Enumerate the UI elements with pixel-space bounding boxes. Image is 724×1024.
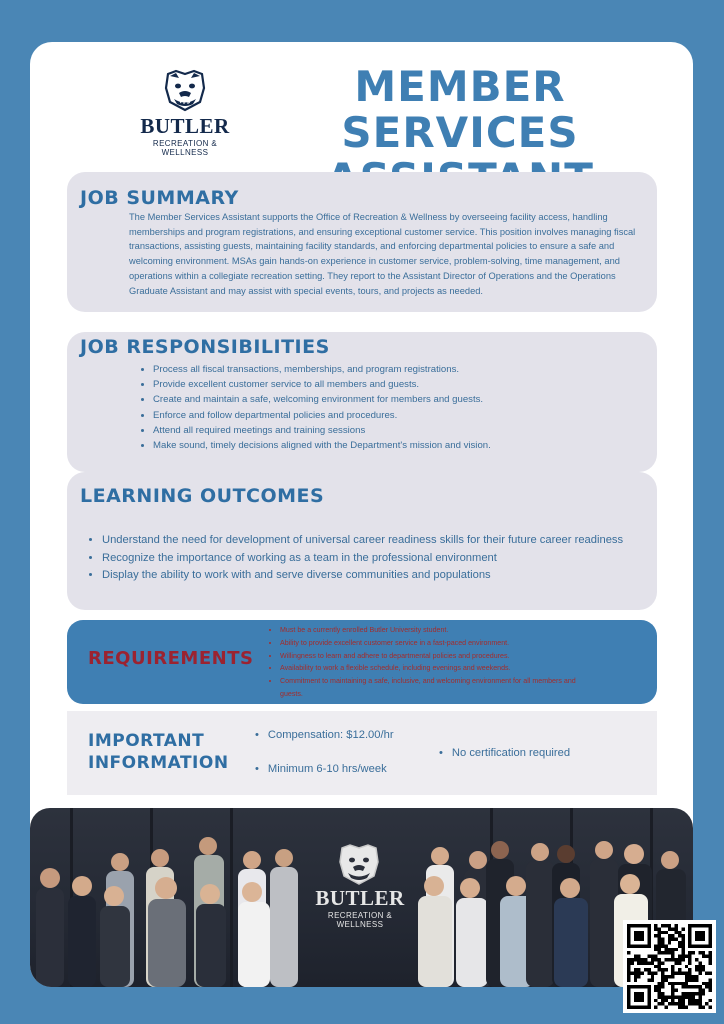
learning-outcomes-list bbox=[102, 532, 657, 585]
list-item: • Provide excellent customer service to all members and guests. bbox=[153, 377, 533, 392]
flyer-card bbox=[30, 42, 693, 987]
job-summary-text: The Member Services Assistant supports the Office of Recreation & Wellness by overseeing facility access, handling memberships and program registrations, and ensuring exceptional customer service. This position involves managing fiscal transactions, assisting guests, maintaining facility standards, and enforcing departmental policies to ensure a safe and welcoming environment. MSAs gain hands-on experience in customer service, problem-solving, time management, and operations within a collegiate recreation setting. They report to the Assistant Director of Operations and the Operations Graduate Assistant and may assist with special events, tours, and projects as needed. bbox=[129, 212, 636, 296]
important-information-section bbox=[67, 711, 657, 795]
list-item: • Understand the need for development of universal career readiness skills for their future career readiness bbox=[102, 532, 657, 550]
heading-line-1: IMPORTANT bbox=[88, 731, 205, 751]
job-summary-heading: JOB SUMMARY bbox=[80, 187, 239, 209]
banner-logo bbox=[300, 886, 420, 929]
important-information-heading bbox=[88, 730, 228, 774]
requirements-heading: REQUIREMENTS bbox=[88, 648, 254, 669]
qr-code-pattern bbox=[627, 924, 712, 1009]
list-item: • Commitment to maintaining a safe, inclusive, and welcoming environment for all members and guests. bbox=[280, 675, 580, 701]
list-item: • Willingness to learn and adhere to departmental policies and procedures. bbox=[280, 650, 580, 663]
list-item: • Attend all required meetings and training sessions bbox=[153, 423, 533, 438]
list-item: • Ability to provide excellent customer service in a fast-paced environment. bbox=[280, 637, 580, 650]
banner-subtitle-1: RECREATION & bbox=[327, 911, 393, 920]
hours-info: • Minimum 6-10 hrs/week bbox=[255, 763, 387, 775]
qr-code-icon[interactable] bbox=[623, 920, 716, 1013]
team-photo bbox=[30, 808, 693, 987]
job-summary-section bbox=[67, 172, 657, 312]
list-item: • Display the ability to work with and serve diverse communities and populations bbox=[102, 567, 657, 585]
requirements-section bbox=[67, 620, 657, 704]
butler-logo bbox=[130, 68, 240, 157]
logo-subtitle-2: WELLNESS bbox=[161, 148, 209, 157]
learning-outcomes-heading: LEARNING OUTCOMES bbox=[80, 485, 325, 507]
list-item: • Availability to work a flexible schedule, including evenings and weekends. bbox=[280, 662, 580, 675]
title-line-1: MEMBER SERVICES bbox=[341, 62, 579, 157]
heading-line-2: INFORMATION bbox=[88, 753, 229, 773]
requirements-list bbox=[280, 624, 580, 701]
logo-wordmark: BUTLER bbox=[140, 114, 230, 138]
logo-subtitle-1: RECREATION & bbox=[152, 139, 218, 148]
compensation-info: • Compensation: $12.00/hr bbox=[255, 729, 394, 741]
list-item: • Enforce and follow departmental policies and procedures. bbox=[153, 408, 533, 423]
list-item: • Process all fiscal transactions, memberships, and program registrations. bbox=[153, 362, 533, 377]
job-responsibilities-section bbox=[67, 332, 657, 472]
job-responsibilities-heading: JOB RESPONSIBILITIES bbox=[80, 336, 330, 358]
banner-subtitle-2: WELLNESS bbox=[336, 920, 384, 929]
list-item: • Create and maintain a safe, welcoming environment for members and guests. bbox=[153, 392, 533, 407]
list-item: • Recognize the importance of working as a team in the professional environment bbox=[102, 550, 657, 568]
certification-info: • No certification required bbox=[439, 747, 570, 759]
responsibilities-list bbox=[153, 362, 533, 453]
list-item: • Must be a currently enrolled Butler University student. bbox=[280, 624, 580, 637]
bulldog-icon bbox=[162, 68, 208, 112]
learning-outcomes-section bbox=[67, 472, 657, 610]
banner-wordmark: BUTLER bbox=[315, 886, 405, 910]
list-item: • Make sound, timely decisions aligned with the Department's mission and vision. bbox=[153, 438, 533, 453]
